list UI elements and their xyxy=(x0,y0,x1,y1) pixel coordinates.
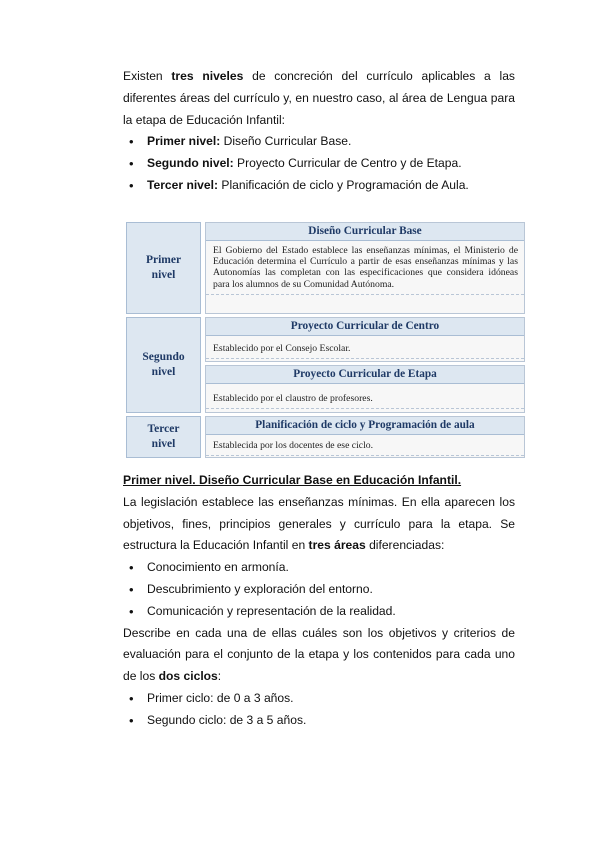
list-item xyxy=(123,153,515,175)
list-item: • Primer ciclo: de 0 a 3 años. xyxy=(123,688,515,710)
level-label-line: Primer xyxy=(145,254,182,266)
list-item: • Comunicación y representación de la realidad. xyxy=(123,601,515,623)
para-text: Describe en cada una de ellas cuáles son los objetivos y criterios de evaluación para el conjunto de la etapa y los contenidos para cada uno de los xyxy=(123,625,515,684)
list-item-bold: Tercer nivel: xyxy=(147,177,219,192)
intro-text-pre: Existen xyxy=(123,69,172,83)
list-item: • Descubrimiento y exploración del entorno. xyxy=(123,579,515,601)
list-item: • Conocimiento en armonía. xyxy=(123,557,515,579)
list-item-bold: Segundo nivel: xyxy=(147,156,234,171)
intro-text-post: de concreción del currículo aplicables a las diferentes áreas del currículo y, en nuestro caso, al área de Lengua para la etapa de Educación Infantil: xyxy=(123,69,515,127)
para-text-bold: dos ciclos xyxy=(158,669,218,684)
intro-paragraph xyxy=(123,66,515,131)
areas-list xyxy=(123,557,515,622)
level-2-label xyxy=(126,317,201,413)
level-label-line: Segundo xyxy=(142,351,185,363)
level-1-label xyxy=(126,222,201,314)
box-planificacion xyxy=(205,416,525,458)
level-label-line: nivel xyxy=(151,366,176,378)
list-item-bold: Primer nivel: xyxy=(147,134,221,149)
para-text: La legislación establece las enseñanzas mínimas. En ella aparecen los objetivos, fines, principios generales y currículo para la etapa. Se estructura la Educación Infantil en xyxy=(123,494,515,553)
box-title: Proyecto Curricular de Etapa xyxy=(206,366,524,384)
curriculum-levels-diagram xyxy=(124,216,527,460)
list-item xyxy=(123,131,515,153)
box-text: Establecido por el Consejo Escolar. xyxy=(206,336,524,359)
document-body xyxy=(123,66,515,197)
intro-text-bold: tres niveles xyxy=(171,69,244,83)
section-primer-nivel xyxy=(123,470,515,732)
list-item-text: Planificación de ciclo y Programación de Aula. xyxy=(218,177,469,192)
box-title: Proyecto Curricular de Centro xyxy=(206,318,524,336)
level-label-line: nivel xyxy=(151,269,176,281)
list-item: • Segundo ciclo: de 3 a 5 años. xyxy=(123,710,515,732)
box-proyecto-centro xyxy=(205,317,525,362)
box-title: Planificación de ciclo y Programación de aula xyxy=(206,417,524,435)
para-text: : xyxy=(217,669,222,684)
box-text: Establecido por el claustro de profesores. xyxy=(206,384,524,409)
box-title: Diseño Curricular Base xyxy=(206,223,524,241)
level-label-line: nivel xyxy=(151,438,176,450)
list-item-text: Proyecto Curricular de Centro y de Etapa. xyxy=(233,156,462,171)
para-text-bold: tres áreas xyxy=(308,538,366,553)
box-diseno-curricular-base xyxy=(205,222,525,314)
level-label-line: Tercer xyxy=(147,423,180,435)
box-text: Establecida por los docentes de ese ciclo. xyxy=(206,435,524,456)
list-item-text: Diseño Curricular Base. xyxy=(220,134,352,149)
section-paragraph-2 xyxy=(123,623,515,688)
box-text: El Gobierno del Estado establece las enseñanzas mínimas, el Ministerio de Educación determina el Currículo a partir de esas enseñanzas mínimas y las Autonomías las completan con las especificaciones que considera idóneas para los alumnos de su Comunidad Autónoma. xyxy=(206,241,524,295)
section-heading: Primer nivel. Diseño Curricular Base en Educación Infantil. xyxy=(123,473,462,487)
level-3-label xyxy=(126,416,201,458)
box-proyecto-etapa xyxy=(205,365,525,413)
section-paragraph-1 xyxy=(123,492,515,557)
levels-list xyxy=(123,131,515,196)
list-item xyxy=(123,175,515,197)
cycles-list xyxy=(123,688,515,732)
para-text: diferenciadas: xyxy=(365,538,445,553)
